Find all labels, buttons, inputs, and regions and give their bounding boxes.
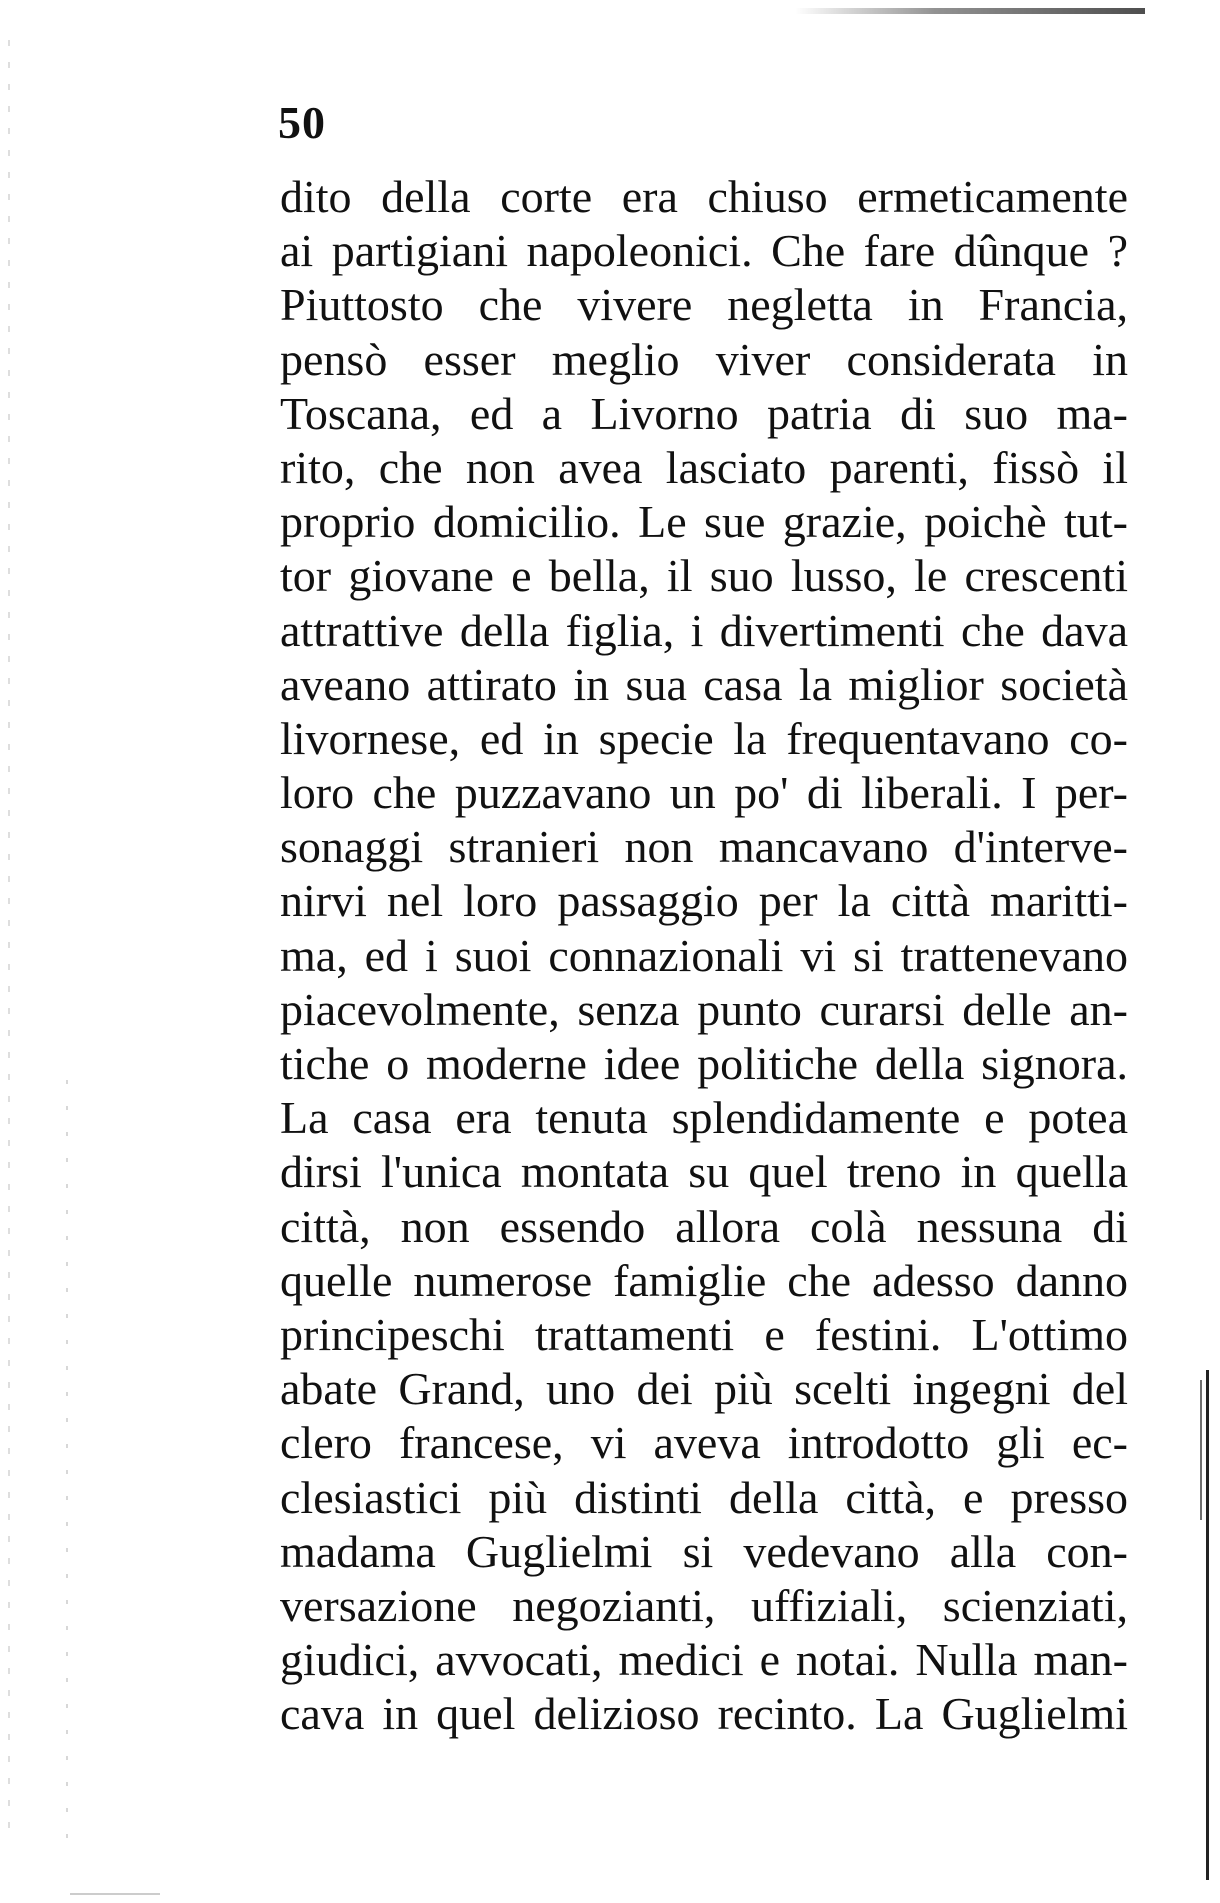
scan-top-edge — [795, 8, 1145, 14]
text-line: dito della corte era chiuso ermeticamente — [280, 171, 1128, 222]
scan-binding-edge — [1200, 1380, 1202, 1520]
text-line: loro che puzzavano un po' di liberali. I per- — [280, 767, 1128, 819]
text-line: Piuttosto che vivere negletta in Francia, — [280, 279, 1128, 331]
scan-margin-artifact — [66, 1080, 68, 1840]
text-line: clesiastici più distinti della città, e presso — [280, 1471, 1128, 1523]
text-line: clero francese, vi aveva introdotto gli ec- — [280, 1417, 1128, 1469]
text-line: città, non essendo allora colà nessuna di — [280, 1200, 1128, 1252]
text-line: quelle numerose famiglie che adesso danno — [280, 1254, 1128, 1306]
text-line: pensò esser meglio viver considerata in — [280, 333, 1128, 385]
text-line: aveano attirato in sua casa la miglior società — [280, 658, 1128, 710]
text-line: abate Grand, uno dei più scelti ingegni del — [280, 1363, 1128, 1415]
text-line: giudici, avvocati, medici e notai. Nulla man- — [280, 1634, 1128, 1686]
text-line: nirvi nel loro passaggio per la città maritti- — [280, 875, 1128, 927]
text-line: ai partigiani napoleonici. Che fare dûnque ? — [280, 225, 1128, 277]
text-line: versazione negozianti, uffiziali, scienziati, — [280, 1579, 1128, 1631]
text-line: Toscana, ed a Livorno patria di suo ma- — [280, 387, 1128, 439]
text-line: ma, ed i suoi connazionali vi si trattenevano — [280, 929, 1128, 981]
scan-bottom-artifact — [70, 1893, 160, 1895]
page-number: 50 — [278, 97, 326, 148]
scan-binding-edge — [1206, 1370, 1209, 1880]
text-line: La casa era tenuta splendidamente e potea — [280, 1092, 1128, 1144]
text-line: livornese, ed in specie la frequentavano co- — [280, 712, 1128, 764]
text-line: cava in quel delizioso recinto. La Guglielmi — [280, 1688, 1128, 1740]
text-line: piacevolmente, senza punto curarsi delle an- — [280, 983, 1128, 1035]
text-line: sonaggi stranieri non mancavano d'interve- — [280, 821, 1128, 873]
text-line: tor giovane e bella, il suo lusso, le crescenti — [280, 550, 1128, 602]
text-line: dirsi l'unica montata su quel treno in quella — [280, 1146, 1128, 1198]
body-text — [280, 170, 1128, 1741]
text-line: principeschi trattamenti e festini. L'ottimo — [280, 1308, 1128, 1360]
text-line: rito, che non avea lasciato parenti, fissò il — [280, 441, 1128, 493]
text-line: madama Guglielmi si vedevano alla con- — [280, 1525, 1128, 1577]
scan-margin-artifact — [8, 40, 10, 1840]
text-line: tiche o moderne idee politiche della signora. — [280, 1038, 1128, 1089]
text-line: attrattive della figlia, i divertimenti che dava — [280, 604, 1128, 656]
text-line: proprio domicilio. Le sue grazie, poichè tut- — [280, 496, 1128, 548]
